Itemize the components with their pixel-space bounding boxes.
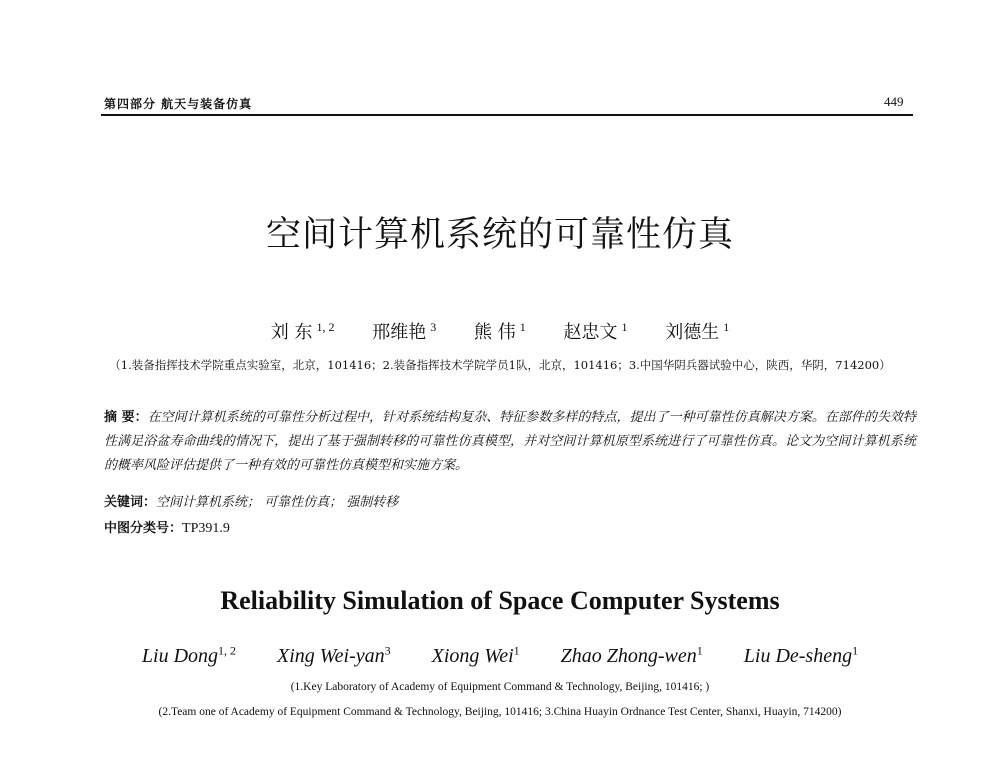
author-en: Liu De-sheng$^1$ [743, 643, 859, 667]
classification-label: 中图分类号： [104, 521, 183, 536]
abstract-text: 在空间计算机系统的可靠性分析过程中，针对系统结构复杂、特征参数多样的特点，提出了一种可靠性仿真解决方案。在部件的失效特性满足浴盆寿命曲线的情况下，提出了基于强制转移的可靠性仿真模型，并对空间计算机原型系统进行了可靠性仿真。论文为空间计算机系统的概率风险评估提供了一种有效的可靠性仿真模型和实施方案。 [104, 410, 916, 473]
author-en: Xiong Wei$^1$ [431, 643, 520, 667]
author-list-en [0, 643, 1000, 668]
author-list-cn [0, 318, 1000, 344]
affiliation-en-2: (2.Team one of Academy of Equipment Command & Technology, Beijing, 101416; 3.China Huayin Ordnance Test Center, Shanxi, Huayin, 714200) [158, 706, 842, 718]
affiliation-cn: （1.装备指挥技术学院重点实验室，北京，101416；2.装备指挥技术学院学员1队，北京，101416；3.中国华阴兵器试验中心，陕西，华阴，714200） [109, 358, 891, 372]
author-cn: 赵忠文 $^1$ [563, 320, 628, 343]
abstract [104, 406, 916, 478]
page-number: 449 [884, 94, 904, 109]
abstract-label: 摘 要： [104, 410, 148, 425]
keywords-label: 关键词： [104, 495, 157, 510]
author-cn: 邢维艳 $^3$ [372, 320, 437, 343]
running-header: 第四部分 航天与装备仿真 [104, 97, 253, 111]
keywords [104, 491, 398, 510]
keywords-text: 空间计算机系统； 可靠性仿真； 强制转移 [156, 495, 399, 510]
header-rule [101, 114, 913, 116]
classification-number [104, 517, 230, 537]
author-cn: 刘德生 $^1$ [665, 320, 730, 343]
page-title-en: Reliability Simulation of Space Computer Systems [220, 586, 780, 615]
author-en: Liu Dong$^{1, 2}$ [141, 643, 237, 667]
author-cn: 熊 伟 $^1$ [474, 320, 526, 343]
page-title-cn: 空间计算机系统的可靠性仿真 [265, 215, 734, 255]
author-cn: 刘 东 $^{1, 2}$ [270, 320, 335, 343]
author-en: Zhao Zhong-wen$^1$ [560, 643, 703, 667]
affiliation-en-1: (1.Key Laboratory of Academy of Equipment Command & Technology, Beijing, 101416; ) [290, 681, 710, 693]
author-en: Xing Wei-yan$^3$ [277, 643, 391, 667]
classification-value: TP391.9 [182, 521, 230, 536]
